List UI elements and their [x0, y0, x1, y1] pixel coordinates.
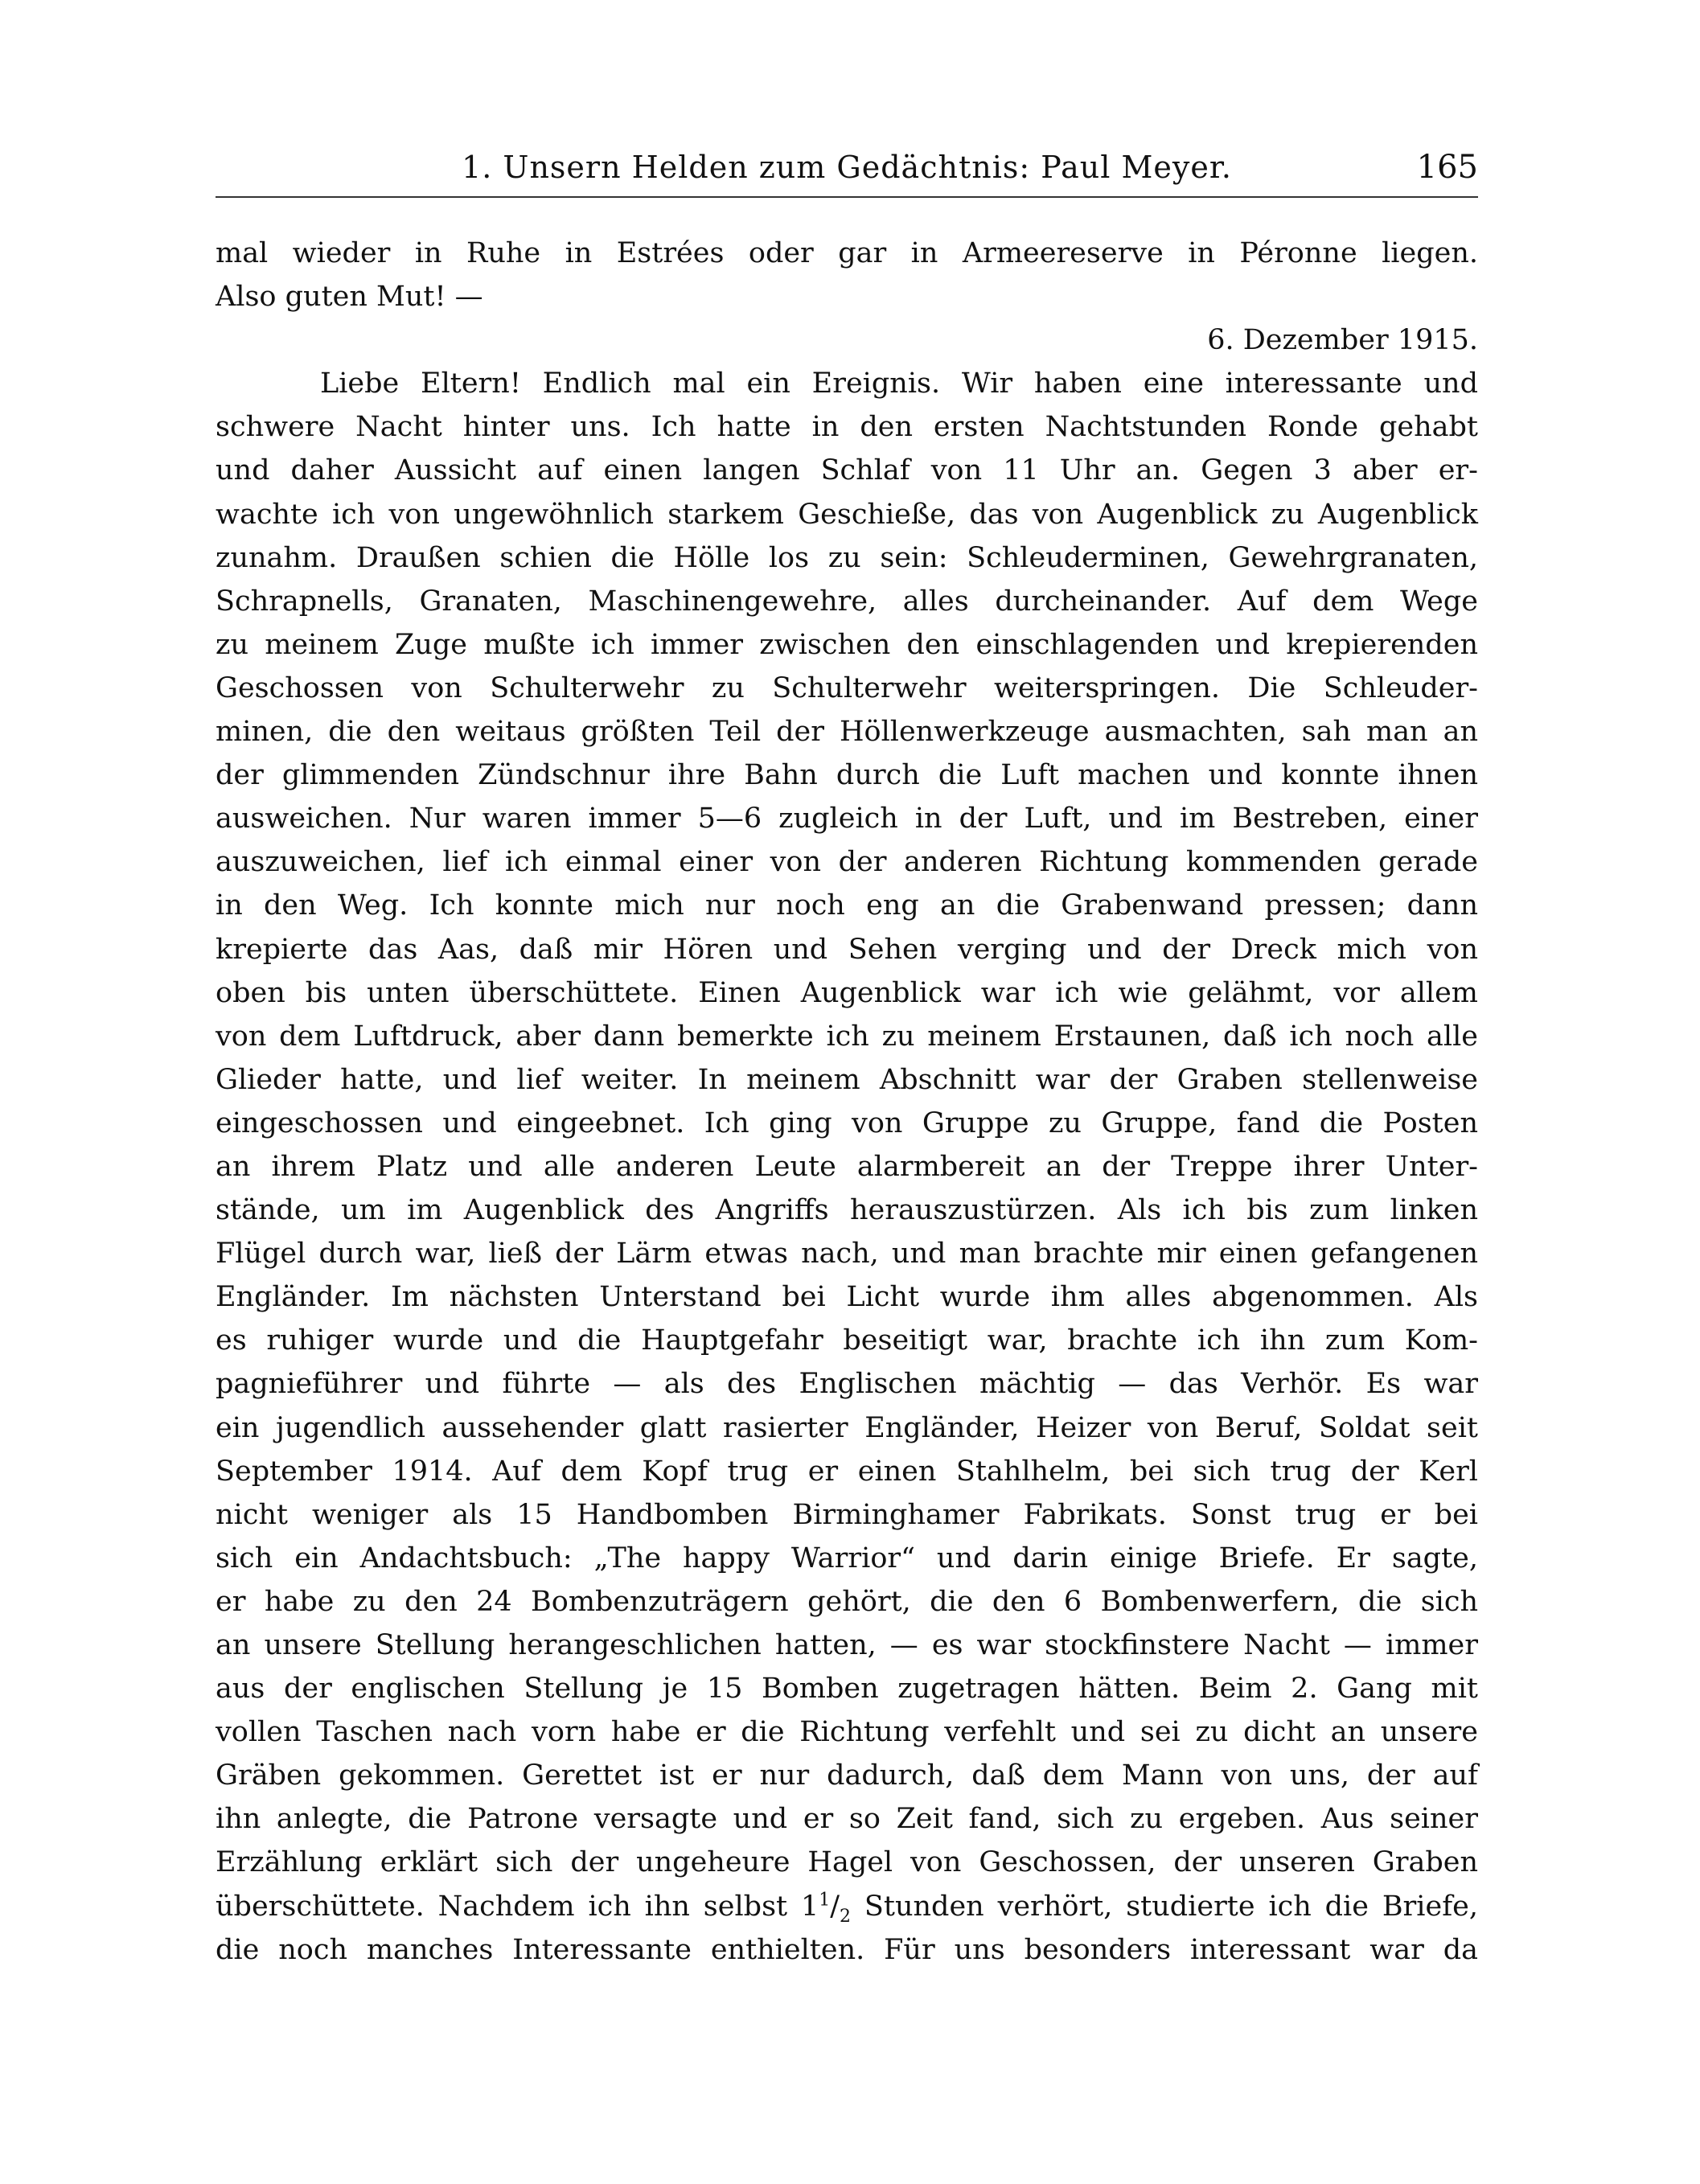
text-line: an unsere Stellung herangeschlichen hatten, — es war stockfinstere Nacht — immer	[216, 1629, 1478, 1661]
text-line: minen, die den weitaus größten Teil der Höllenwerkzeuge ausmachten, sah man an	[216, 716, 1478, 749]
text-line: Engländer. Im nächsten Unterstand bei Licht wurde ihm alles abgenommen. Als	[216, 1281, 1478, 1314]
text-line: pagnieführer und führte — als des Englischen mächtig — das Verhör. Es war	[216, 1368, 1478, 1401]
text-line: Flügel durch war, ließ der Lärm etwas nach, und man brachte mir einen gefangenen	[216, 1238, 1478, 1271]
body-text	[216, 232, 1478, 1972]
text-segment: Stunden verhört, studierte ich die Briefe,	[851, 1890, 1478, 1923]
text-line: der glimmenden Zündschnur ihre Bahn durch die Luft machen und konnte ihnen	[216, 759, 1478, 792]
text-line-with-fraction: überschüttete. Nachdem ich ihn selbst $1^1/_2$ Stunden verhört, studierte ich die Briefe,	[216, 1889, 1478, 1927]
letter-date: 6. Dezember 1915.	[1207, 324, 1478, 357]
running-title: 1. Unsern Helden zum Gedächtnis: Paul Meyer.	[462, 150, 1232, 185]
fraction-numerator: 1	[819, 1889, 831, 1910]
text-line: aus der englischen Stellung je 15 Bomben zugetragen hätten. Beim 2. Gang mit	[216, 1673, 1478, 1706]
page-number: 165	[1416, 149, 1478, 186]
text-line: Erzählung erklärt sich der ungeheure Hagel von Geschossen, der unseren Graben	[216, 1846, 1478, 1879]
text-line: oben bis unten überschüttete. Einen Augenblick war ich wie gelähmt, vor allem	[216, 976, 1478, 1009]
text-line: es ruhiger wurde und die Hauptgefahr beseitigt war, brachte ich ihn zum Kom-	[216, 1324, 1478, 1357]
text-segment: überschüttete. Nachdem ich ihn selbst 1	[216, 1890, 819, 1923]
text-line: Glieder hatte, und lief weiter. In meinem Abschnitt war der Graben stellenweise	[216, 1063, 1478, 1096]
text-line: sich ein Andachtsbuch: „The happy Warrior“ und darin einige Briefe. Er sagte,	[216, 1542, 1478, 1574]
fraction-denominator: 2	[840, 1906, 852, 1927]
text-line: Liebe Eltern! Endlich mal ein Ereignis. Wir haben eine interessante und	[320, 367, 1478, 400]
text-line: Geschossen von Schulterwehr zu Schulterwehr weiterspringen. Die Schleuder-	[216, 671, 1478, 704]
text-line: er habe zu den 24 Bombenzuträgern gehört, die den 6 Bombenwerfern, die sich	[216, 1585, 1478, 1618]
text-line: schwere Nacht hinter uns. Ich hatte in den ersten Nachtstunden Ronde gehabt	[216, 411, 1478, 444]
text-line: nicht weniger als 15 Handbomben Birminghamer Fabrikats. Sonst trug er bei	[216, 1498, 1478, 1531]
text-line: zu meinem Zuge mußte ich immer zwischen den einschlagenden und krepierenden	[216, 628, 1478, 661]
text-line: Also guten Mut! —	[216, 281, 483, 314]
text-line: eingeschossen und eingeebnet. Ich ging von Gruppe zu Gruppe, fand die Posten	[216, 1106, 1478, 1139]
text-line: zunahm. Draußen schien die Hölle los zu sein: Schleuderminen, Gewehrgranaten,	[216, 541, 1478, 574]
text-line: wachte ich von ungewöhnlich starkem Geschieße, das von Augenblick zu Augenblick	[216, 498, 1478, 531]
text-line: in den Weg. Ich konnte mich nur noch eng an die Grabenwand pressen; dann	[216, 889, 1478, 922]
text-line: Schrapnells, Granaten, Maschinengewehre, alles durcheinander. Auf dem Wege	[216, 585, 1478, 618]
text-line: Gräben gekommen. Gerettet ist er nur dadurch, daß dem Mann von uns, der auf	[216, 1759, 1478, 1792]
text-line: ausweichen. Nur waren immer 5—6 zugleich in der Luft, und im Bestreben, einer	[216, 803, 1478, 835]
text-line: von dem Luftdruck, aber dann bemerkte ich zu meinem Erstaunen, daß ich noch alle	[216, 1020, 1478, 1053]
text-line: ein jugendlich aussehender glatt rasierter Engländer, Heizer von Beruf, Soldat seit	[216, 1411, 1478, 1444]
text-line: an ihrem Platz und alle anderen Leute alarmbereit an der Treppe ihrer Unter-	[216, 1150, 1478, 1183]
running-head	[216, 143, 1478, 191]
text-line: krepierte das Aas, daß mir Hören und Sehen verging und der Dreck mich von	[216, 933, 1478, 966]
header-rule	[216, 196, 1478, 198]
text-line: September 1914. Auf dem Kopf trug er einen Stahlhelm, bei sich trug der Kerl	[216, 1455, 1478, 1488]
text-line: mal wieder in Ruhe in Estrées oder gar in Armeereserve in Péronne liegen.	[216, 237, 1478, 269]
text-line: die noch manches Interessante enthielten. Für uns besonders interessant war da	[216, 1933, 1478, 1966]
text-line: auszuweichen, lief ich einmal einer von der anderen Richtung kommenden gerade	[216, 846, 1478, 879]
text-line: und daher Aussicht auf einen langen Schlaf von 11 Uhr an. Gegen 3 aber er-	[216, 454, 1478, 487]
text-line: vollen Taschen nach vorn habe er die Richtung verfehlt und sei zu dicht an unsere	[216, 1716, 1478, 1749]
text-line: ihn anlegte, die Patrone versagte und er so Zeit fand, sich zu ergeben. Aus seiner	[216, 1803, 1478, 1836]
text-line: stände, um im Augenblick des Angriffs herauszustürzen. Als ich bis zum linken	[216, 1194, 1478, 1227]
